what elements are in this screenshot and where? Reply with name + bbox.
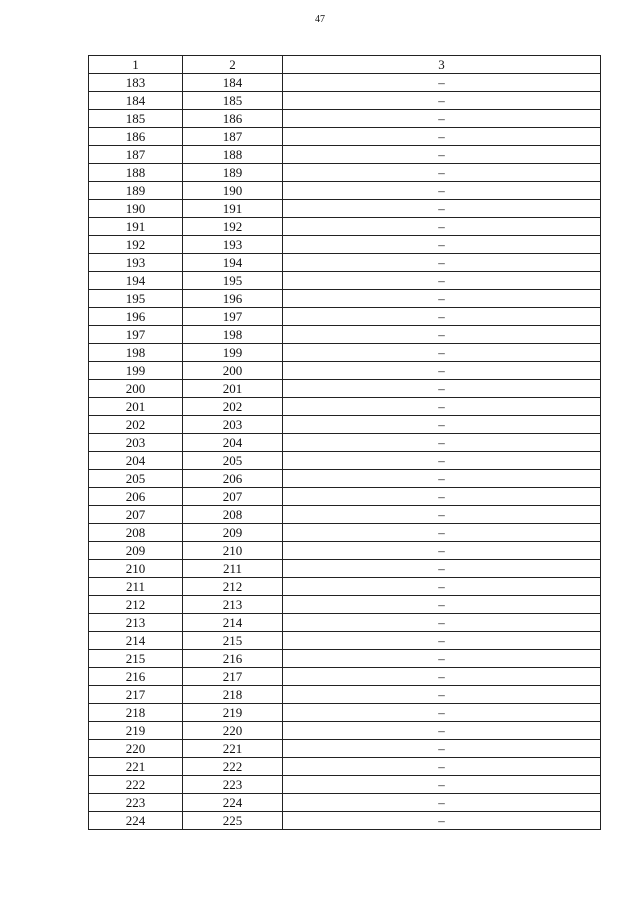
table-cell-col-2: 212: [183, 578, 283, 596]
table-cell-col-1: 187: [89, 146, 183, 164]
table-row: [89, 218, 601, 236]
table-row: [89, 776, 601, 794]
table-row: [89, 182, 601, 200]
table-cell-col-3: –: [283, 452, 601, 470]
table-cell-col-3: –: [283, 146, 601, 164]
table-cell-col-1: 199: [89, 362, 183, 380]
table-cell-col-1: 202: [89, 416, 183, 434]
table-cell-col-3: –: [283, 686, 601, 704]
table-cell-col-3: –: [283, 596, 601, 614]
table-cell-col-2: 204: [183, 434, 283, 452]
table-cell-col-3: –: [283, 542, 601, 560]
table-cell-col-1: 221: [89, 758, 183, 776]
table-cell-col-2: 215: [183, 632, 283, 650]
table-row: [89, 362, 601, 380]
table-cell-col-1: 210: [89, 560, 183, 578]
table-cell-col-1: 203: [89, 434, 183, 452]
table-row: [89, 416, 601, 434]
table-cell-col-2: 203: [183, 416, 283, 434]
table-cell-col-1: 209: [89, 542, 183, 560]
data-table: [88, 55, 601, 830]
table-cell-col-2: 188: [183, 146, 283, 164]
table-cell-col-1: 218: [89, 704, 183, 722]
table-cell-col-1: 197: [89, 326, 183, 344]
table-cell-col-1: 206: [89, 488, 183, 506]
column-header-2: 2: [183, 56, 283, 74]
table-cell-col-2: 190: [183, 182, 283, 200]
table-cell-col-1: 204: [89, 452, 183, 470]
table-cell-col-3: –: [283, 398, 601, 416]
table-cell-col-2: 219: [183, 704, 283, 722]
table-cell-col-2: 223: [183, 776, 283, 794]
table-row: [89, 110, 601, 128]
table-cell-col-3: –: [283, 128, 601, 146]
table-cell-col-1: 184: [89, 92, 183, 110]
table-cell-col-2: 206: [183, 470, 283, 488]
table-row: [89, 200, 601, 218]
table-cell-col-3: –: [283, 272, 601, 290]
table-cell-col-3: –: [283, 236, 601, 254]
table-cell-col-2: 202: [183, 398, 283, 416]
table-cell-col-2: 225: [183, 812, 283, 830]
table-cell-col-2: 186: [183, 110, 283, 128]
table-row: [89, 524, 601, 542]
table-row: [89, 146, 601, 164]
table-cell-col-2: 222: [183, 758, 283, 776]
table-cell-col-1: 214: [89, 632, 183, 650]
table-cell-col-1: 213: [89, 614, 183, 632]
table-row: [89, 128, 601, 146]
table-body: [89, 74, 601, 830]
table-row: [89, 254, 601, 272]
table-cell-col-2: 214: [183, 614, 283, 632]
table-row: [89, 542, 601, 560]
table-cell-col-2: 189: [183, 164, 283, 182]
table-cell-col-1: 215: [89, 650, 183, 668]
table-row: [89, 434, 601, 452]
table-cell-col-1: 196: [89, 308, 183, 326]
table-cell-col-3: –: [283, 488, 601, 506]
table-cell-col-3: –: [283, 92, 601, 110]
table-cell-col-3: –: [283, 614, 601, 632]
table-cell-col-3: –: [283, 506, 601, 524]
table-row: [89, 596, 601, 614]
table-row: [89, 506, 601, 524]
table-cell-col-1: 185: [89, 110, 183, 128]
table-cell-col-1: 217: [89, 686, 183, 704]
table-cell-col-2: 193: [183, 236, 283, 254]
table-cell-col-1: 216: [89, 668, 183, 686]
column-header-1: 1: [89, 56, 183, 74]
table-cell-col-2: 196: [183, 290, 283, 308]
table-cell-col-3: –: [283, 416, 601, 434]
table-cell-col-1: 194: [89, 272, 183, 290]
table-cell-col-2: 221: [183, 740, 283, 758]
table-row: [89, 452, 601, 470]
table-row: [89, 650, 601, 668]
table-row: [89, 398, 601, 416]
table-row: [89, 92, 601, 110]
table-cell-col-1: 201: [89, 398, 183, 416]
table-cell-col-2: 197: [183, 308, 283, 326]
table-row: [89, 488, 601, 506]
table-cell-col-3: –: [283, 722, 601, 740]
table-cell-col-2: 199: [183, 344, 283, 362]
table-cell-col-2: 208: [183, 506, 283, 524]
table-cell-col-1: 183: [89, 74, 183, 92]
table-cell-col-2: 201: [183, 380, 283, 398]
table-cell-col-3: –: [283, 218, 601, 236]
table-cell-col-1: 198: [89, 344, 183, 362]
table-cell-col-2: 211: [183, 560, 283, 578]
table-cell-col-1: 223: [89, 794, 183, 812]
table-cell-col-1: 222: [89, 776, 183, 794]
table-cell-col-1: 219: [89, 722, 183, 740]
table-cell-col-1: 191: [89, 218, 183, 236]
table-cell-col-3: –: [283, 362, 601, 380]
table-cell-col-1: 220: [89, 740, 183, 758]
table-cell-col-1: 186: [89, 128, 183, 146]
table-cell-col-1: 208: [89, 524, 183, 542]
table-row: [89, 794, 601, 812]
table-cell-col-3: –: [283, 434, 601, 452]
table-row: [89, 164, 601, 182]
table-cell-col-3: –: [283, 344, 601, 362]
table-cell-col-3: –: [283, 578, 601, 596]
table-cell-col-2: 220: [183, 722, 283, 740]
table-cell-col-3: –: [283, 740, 601, 758]
table-cell-col-1: 192: [89, 236, 183, 254]
table-cell-col-1: 188: [89, 164, 183, 182]
table-cell-col-2: 192: [183, 218, 283, 236]
table-cell-col-1: 193: [89, 254, 183, 272]
table-row: [89, 344, 601, 362]
table-header-row: [89, 56, 601, 74]
table-cell-col-3: –: [283, 794, 601, 812]
table-cell-col-2: 217: [183, 668, 283, 686]
table-cell-col-3: –: [283, 110, 601, 128]
table-cell-col-2: 218: [183, 686, 283, 704]
table-row: [89, 686, 601, 704]
table-cell-col-2: 195: [183, 272, 283, 290]
table-row: [89, 236, 601, 254]
table-cell-col-3: –: [283, 326, 601, 344]
table-cell-col-3: –: [283, 776, 601, 794]
table-cell-col-1: 224: [89, 812, 183, 830]
table-cell-col-2: 200: [183, 362, 283, 380]
table-cell-col-3: –: [283, 290, 601, 308]
table-row: [89, 326, 601, 344]
table-row: [89, 704, 601, 722]
table-cell-col-2: 194: [183, 254, 283, 272]
table-cell-col-2: 205: [183, 452, 283, 470]
table-cell-col-1: 212: [89, 596, 183, 614]
column-header-3: 3: [283, 56, 601, 74]
table-cell-col-2: 191: [183, 200, 283, 218]
table-row: [89, 632, 601, 650]
table-row: [89, 380, 601, 398]
table-row: [89, 74, 601, 92]
table-cell-col-3: –: [283, 632, 601, 650]
table-cell-col-2: 185: [183, 92, 283, 110]
table-row: [89, 614, 601, 632]
table-cell-col-3: –: [283, 182, 601, 200]
table-cell-col-3: –: [283, 704, 601, 722]
table-cell-col-3: –: [283, 200, 601, 218]
table-cell-col-1: 200: [89, 380, 183, 398]
table-cell-col-3: –: [283, 758, 601, 776]
table-cell-col-3: –: [283, 650, 601, 668]
table-cell-col-2: 207: [183, 488, 283, 506]
table-row: [89, 722, 601, 740]
table-cell-col-3: –: [283, 812, 601, 830]
table-cell-col-1: 189: [89, 182, 183, 200]
table-cell-col-3: –: [283, 254, 601, 272]
table-cell-col-2: 213: [183, 596, 283, 614]
table-cell-col-3: –: [283, 560, 601, 578]
table-row: [89, 272, 601, 290]
table-cell-col-3: –: [283, 470, 601, 488]
table-cell-col-2: 216: [183, 650, 283, 668]
table-row: [89, 668, 601, 686]
table-cell-col-2: 187: [183, 128, 283, 146]
table-cell-col-1: 207: [89, 506, 183, 524]
table-cell-col-3: –: [283, 524, 601, 542]
table-row: [89, 470, 601, 488]
table-row: [89, 578, 601, 596]
table-cell-col-1: 195: [89, 290, 183, 308]
table-cell-col-1: 190: [89, 200, 183, 218]
table-row: [89, 308, 601, 326]
table-cell-col-3: –: [283, 74, 601, 92]
table-cell-col-2: 184: [183, 74, 283, 92]
table-cell-col-3: –: [283, 380, 601, 398]
table-cell-col-3: –: [283, 668, 601, 686]
table-row: [89, 560, 601, 578]
table-row: [89, 290, 601, 308]
table-cell-col-1: 205: [89, 470, 183, 488]
page-number: 47: [315, 14, 325, 25]
table-row: [89, 740, 601, 758]
table-cell-col-1: 211: [89, 578, 183, 596]
table-cell-col-2: 210: [183, 542, 283, 560]
table-row: [89, 758, 601, 776]
table-cell-col-3: –: [283, 164, 601, 182]
table-cell-col-2: 224: [183, 794, 283, 812]
table-cell-col-3: –: [283, 308, 601, 326]
table-cell-col-2: 198: [183, 326, 283, 344]
table-row: [89, 812, 601, 830]
table-cell-col-2: 209: [183, 524, 283, 542]
